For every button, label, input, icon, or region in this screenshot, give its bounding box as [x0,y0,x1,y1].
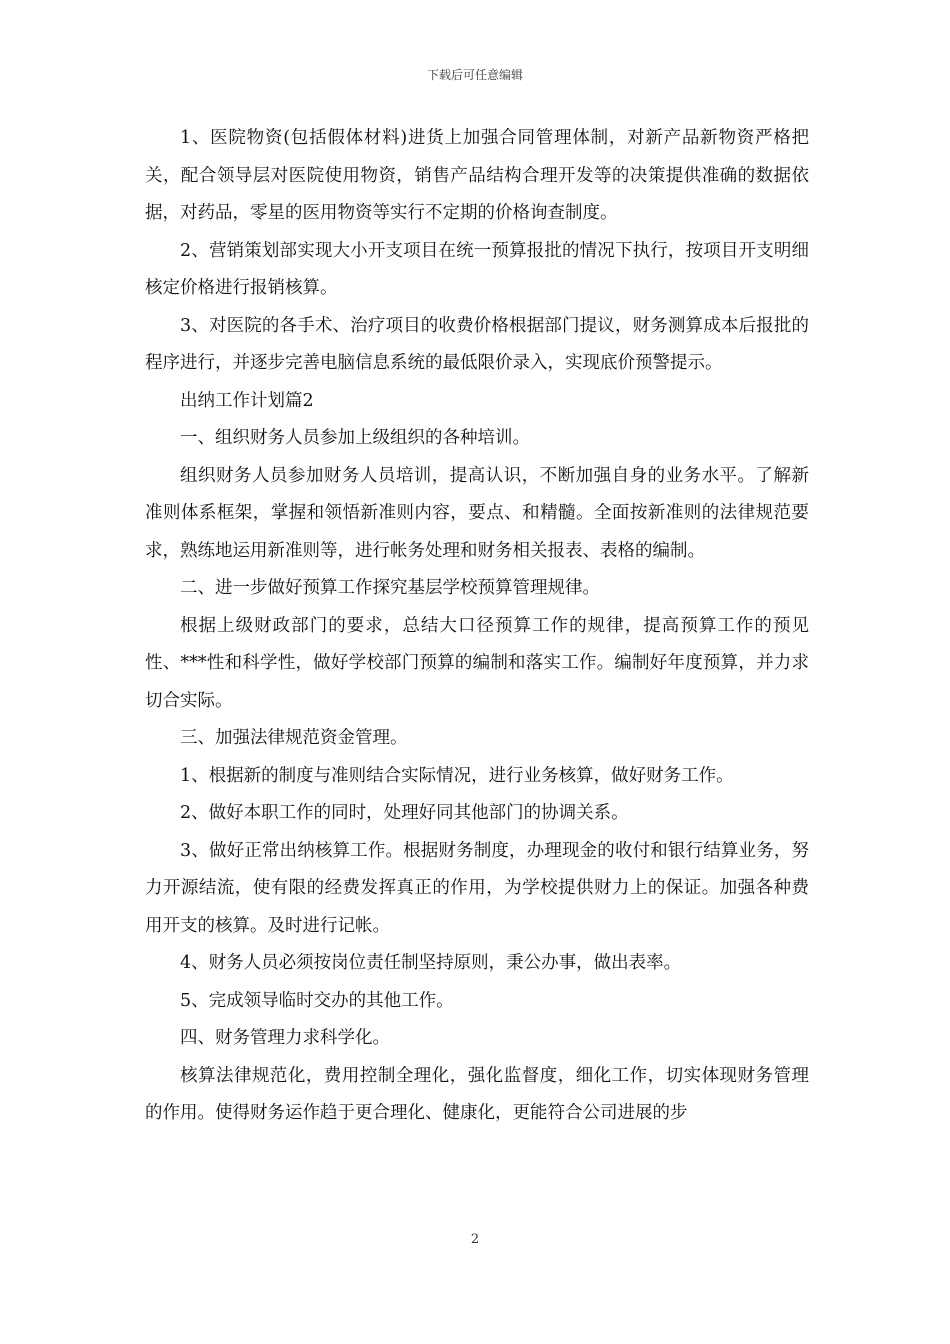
page-header: 下载后可任意编辑 [426,68,523,82]
page-number: 2 [470,1232,480,1247]
paragraph-1: 1、医院物资(包括假体材料)进货上加强合同管理体制，对新产品新物资严格把关，配合领导层对医院使用物资，销售产品结构合理开发等的决策提供准确的数据依据，对药品，零星的医用物资等实行不定期的价格询查制度。 [145,128,809,223]
paragraph-2: 2、营销策划部实现大小开支项目在统一预算报批的情况下执行，按项目开支明细核定价格进行报销核算。 [145,240,809,298]
section-title: 出纳工作计划篇2 [180,390,314,411]
heading-2: 二、进一步做好预算工作探究基层学校预算管理规律。 [180,578,600,598]
paragraph-7: 2、做好本职工作的同时，处理好同其他部门的协调关系。 [180,803,629,823]
document-body [145,120,809,1133]
heading-3: 三、加强法律规范资金管理。 [180,728,408,748]
paragraph-11: 核算法律规范化，费用控制全理化，强化监督度，细化工作，切实体现财务管理的作用。使得财务运作趋于更合理化、健康化，更能符合公司进展的步 [145,1065,809,1123]
paragraph-10: 5、完成领导临时交办的其他工作。 [180,990,454,1011]
paragraph-3: 3、对医院的各手术、治疗项目的收费价格根据部门提议，财务测算成本后报批的程序进行，并逐步完善电脑信息系统的最低限价录入，实现底价预警提示。 [145,315,809,373]
paragraph-9: 4、财务人员必须按岗位责任制坚持原则，秉公办事，做出表率。 [180,953,682,973]
heading-4: 四、财务管理力求科学化。 [180,1028,390,1048]
paragraph-4: 组织财务人员参加财务人员培训，提高认识，不断加强自身的业务水平。了解新准则体系框架，掌握和领悟新准则内容，要点、和精髓。全面按新准则的法律规范要求，熟练地运用新准则等，进行帐务处理和财务相关报表、表格的编制。 [145,465,809,561]
heading-1: 一、组织财务人员参加上级组织的各种培训。 [180,428,530,448]
paragraph-5: 根据上级财政部门的要求，总结大口径预算工作的规律，提高预算工作的预见性、***性和科学性，做好学校部门预算的编制和落实工作。编制好年度预算，并力求切合实际。 [145,615,809,711]
paragraph-8: 3、做好正常出纳核算工作。根据财务制度，办理现金的收付和银行结算业务，努力开源结流，使有限的经费发挥真正的作用，为学校提供财力上的保证。加强各种费用开支的核算。及时进行记帐。 [145,840,809,936]
paragraph-6: 1、根据新的制度与准则结合实际情况，进行业务核算，做好财务工作。 [180,765,734,786]
